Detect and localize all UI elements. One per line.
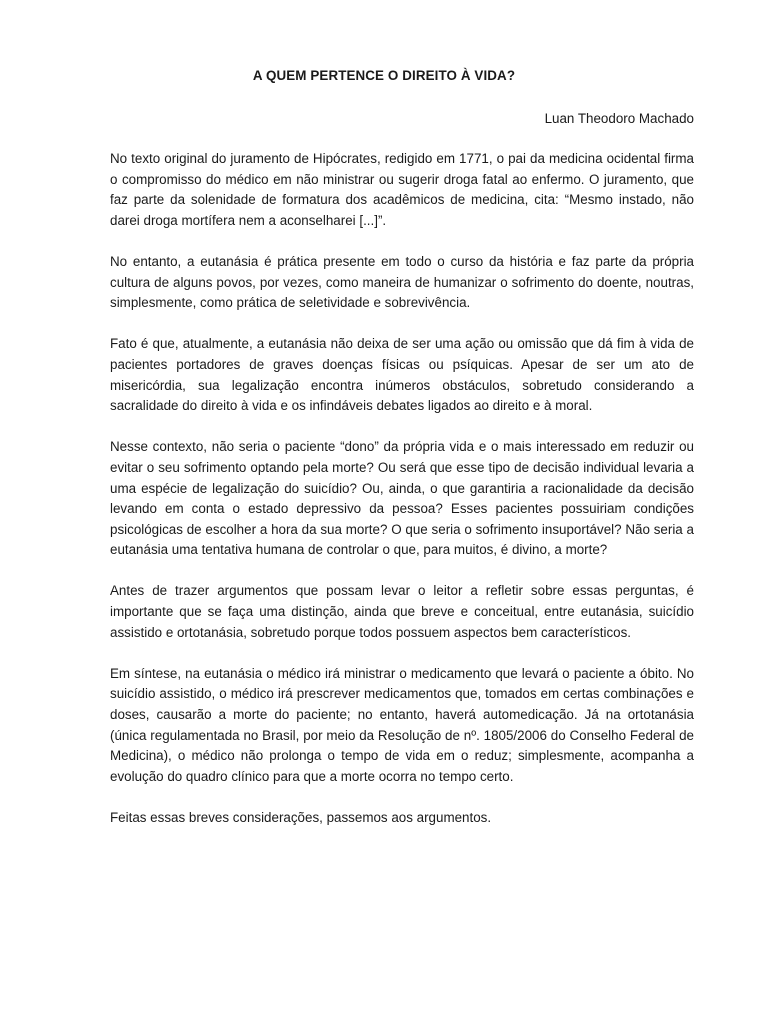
paragraph: Em síntese, na eutanásia o médico irá ministrar o medicamento que levará o paciente a óbito. No suicídio assistido, o médico irá prescrever medicamentos que, tomados em certas combinações e doses, causarão a morte do paciente; no entanto, haverá automedicação. Já na ortotanásia (única regulamentada no Brasil, por meio da Resolução de nº. 1805/2006 do Conselho Federal de Medicina), o médico não prolonga o tempo de vida em o reduz; simplesmente, acompanha a evolução do quadro clínico para que a morte ocorra no tempo certo. xyxy=(110,665,694,784)
document-author: Luan Theodoro Machado xyxy=(544,111,694,126)
paragraph: No texto original do juramento de Hipócrates, redigido em 1771, o pai da medicina ocidental firma o compromisso do médico em não ministrar ou sugerir droga fatal ao enfermo. O juramento, que faz parte da solenidade de formatura dos acadêmicos de medicina, cita: “Mesmo instado, não darei droga mortífera nem a aconselharei [...]”. xyxy=(110,151,694,228)
paragraph: Feitas essas breves considerações, passemos aos argumentos. xyxy=(110,810,492,825)
document-title: A QUEM PERTENCE O DIREITO À VIDA? xyxy=(252,68,516,83)
paragraph: No entanto, a eutanásia é prática presente em todo o curso da história e faz parte da própria cultura de alguns povos, por vezes, como maneira de humanizar o sofrimento do doente, noutras, simplesmente, como prática de seletividade e sobrevivência. xyxy=(110,253,694,311)
paragraph: Nesse contexto, não seria o paciente “dono” da própria vida e o mais interessado em reduzir ou evitar o seu sofrimento optando pela morte? Ou será que esse tipo de decisão individual levaria a uma espécie de legalização do suicídio? Ou, ainda, o que garantiria a racionalidade da decisão levando em conta o estado depressivo da pessoa? Esses pacientes possuiriam condições psicológicas de escolher a hora da sua morte? O que seria o sofrimento insuportável? Não seria a eutanásia uma tentativa humana de controlar o que, para muitos, é divino, a morte? xyxy=(110,439,694,558)
paragraph: Antes de trazer argumentos que possam levar o leitor a refletir sobre essas perguntas, é importante que se faça uma distinção, ainda que breve e conceitual, entre eutanásia, suicídio assistido e ortotanásia, sobretudo porque todos possuem aspectos bem característicos. xyxy=(110,583,694,640)
document-body xyxy=(110,149,694,849)
paragraph: Fato é que, atualmente, a eutanásia não deixa de ser uma ação ou omissão que dá fim à vida de pacientes portadores de graves doenças físicas ou psíquicas. Apesar de ser um ato de misericórdia, sua legalização encontra inúmeros obstáculos, sobretudo considerando a sacralidade do direito à vida e os infindáveis debates ligados ao direito e à moral. xyxy=(110,336,694,414)
